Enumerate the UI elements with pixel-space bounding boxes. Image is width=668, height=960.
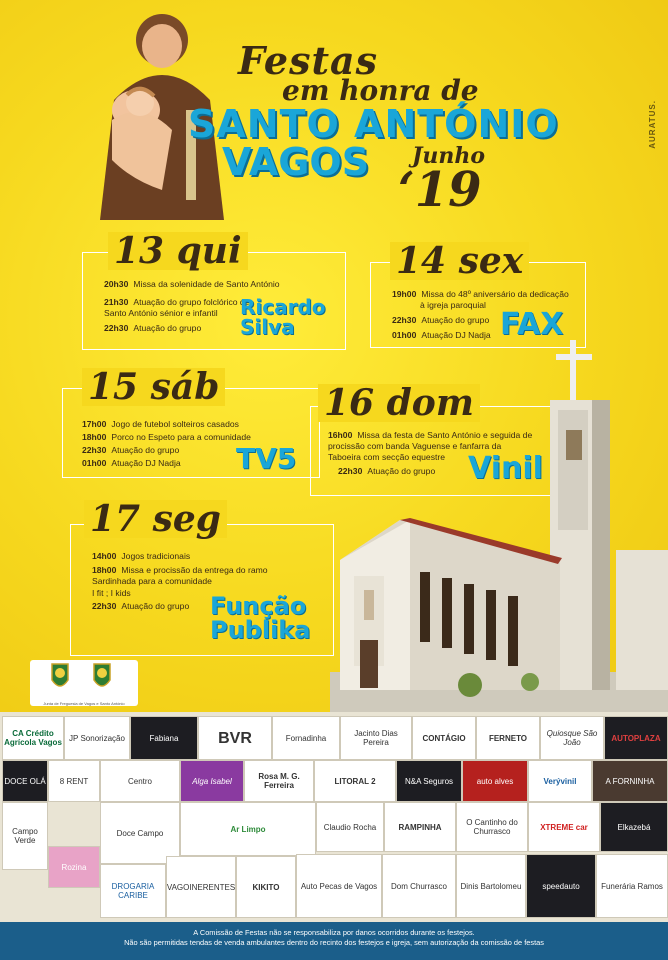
footer-line-1: A Comissão de Festas não se responsabiliza por danos ocorridos durante os festejos. <box>193 928 475 937</box>
title-year: ‘19 <box>398 162 482 218</box>
sponsor-logo: CA Crédito Agrícola Vagos <box>2 716 64 760</box>
event-line <box>92 576 212 587</box>
event-text: Atuação DJ Nadja <box>421 330 491 340</box>
sponsor-logo: DROGARIA CARIBE <box>100 864 166 918</box>
title-festas: Festas <box>238 38 379 83</box>
sponsor-logo: A FORNINHA <box>592 760 668 802</box>
event-time: 20h30 <box>104 279 129 289</box>
sponsor-logo: speedauto <box>526 854 596 918</box>
sponsor-logo: Fornadinha <box>272 716 340 760</box>
day-heading-13: 13 qui <box>108 232 248 270</box>
event-line <box>82 458 181 469</box>
sponsor-logo: Ar Limpo <box>180 802 316 856</box>
sponsor-logo: N&A Seguros <box>396 760 462 802</box>
artist-funcao-publika: Função Publika <box>210 592 311 644</box>
event-text: Missa da festa de Santo António e seguida de <box>357 430 533 440</box>
day-heading-16: 16 dom <box>318 384 480 422</box>
event-time: 21h30 <box>104 297 129 307</box>
event-text: Atuação do grupo <box>421 315 490 325</box>
sponsor-logo: RAMPINHA <box>384 802 456 852</box>
event-line <box>392 315 489 326</box>
sponsor-logo: Doce Campo <box>100 802 180 864</box>
event-line <box>92 565 268 576</box>
church-illustration <box>330 340 668 712</box>
sponsor-logo: Verývinil <box>528 760 592 802</box>
day-heading-15: 15 sáb <box>82 368 225 406</box>
event-time: 22h30 <box>92 601 117 611</box>
footer-line-2: Não são permitidas tendas de venda ambulantes dentro do recinto dos festejos e igreja, sem autorização da comissão de festas <box>124 938 544 947</box>
event-text: à igreja paroquial <box>420 300 486 310</box>
footer-disclaimer <box>0 922 668 960</box>
event-text: Atuação do grupo folclórico de <box>133 297 250 307</box>
event-time: 17h00 <box>82 419 107 429</box>
sponsor-logo: VAGOINERENTES <box>166 856 236 918</box>
event-text: Atuação do grupo <box>133 323 202 333</box>
artist-vinil: Vinil <box>468 451 543 486</box>
event-line <box>392 289 569 300</box>
event-line <box>104 323 201 334</box>
artist-fax: FAX <box>500 307 564 342</box>
sponsor-logo: CONTÁGIO <box>412 716 476 760</box>
sponsor-logo: FERNETO <box>476 716 540 760</box>
event-time: 01h00 <box>82 458 107 468</box>
event-line <box>104 308 218 319</box>
event-time: 22h30 <box>104 323 129 333</box>
organizer-logos <box>30 660 138 706</box>
event-line <box>82 419 239 430</box>
sponsor-logo: KIKITO <box>236 856 296 918</box>
sponsor-logo: Fabiana <box>130 716 198 760</box>
sponsor-logo: Rozina <box>48 846 100 888</box>
event-text: Jogos tradicionais <box>121 551 191 561</box>
artist-ricardo-silva: Ricardo Silva <box>240 295 326 339</box>
sponsor-logo: Rosa M. G. Ferreira <box>244 760 314 802</box>
sponsor-logo: Dinis Bartolomeu <box>456 854 526 918</box>
event-time: 22h30 <box>338 466 363 476</box>
event-text: Atuação do grupo <box>367 466 436 476</box>
sponsor-logo: XTREME car <box>528 802 600 852</box>
event-text: Jogo de futebol solteiros casados <box>111 419 239 429</box>
day-heading-14: 14 sex <box>390 242 529 280</box>
event-line <box>82 445 179 456</box>
sponsor-logo: Auto Pecas de Vagos <box>296 854 382 918</box>
event-text: Missa da solenidade de Santo António <box>133 279 280 289</box>
designer-credit: AURATUS. <box>648 100 657 149</box>
event-text: procissão com banda Vaguense e fanfarra da <box>328 441 502 451</box>
sponsor-logo: Dom Churrasco <box>382 854 456 918</box>
sponsor-logo: Campo Verde <box>2 802 48 870</box>
sponsor-logo: auto alves <box>462 760 528 802</box>
event-line <box>92 551 190 562</box>
title-santo-antonio: SANTO ANTÓNIO <box>188 102 559 146</box>
event-text: Atuação do grupo <box>111 445 180 455</box>
event-time: 18h00 <box>92 565 117 575</box>
title-vagos: VAGOS <box>222 140 370 184</box>
sponsor-logo: Alga Isabel <box>180 760 244 802</box>
event-line <box>104 279 280 290</box>
event-text: Taboeira com secção equestre <box>328 452 446 462</box>
sponsor-logo: LITORAL 2 <box>314 760 396 802</box>
event-text: Missa e procissão da entrega do ramo <box>121 565 268 575</box>
event-time: 22h30 <box>82 445 107 455</box>
event-time: 01h00 <box>392 330 417 340</box>
artist-tv5: TV5 <box>236 442 297 475</box>
event-text: Sardinhada para a comunidade <box>92 576 212 586</box>
sponsor-logo: BVR <box>198 716 272 760</box>
sponsor-logo: Claudio Rocha <box>316 802 384 852</box>
sponsor-logo: AUTOPLAZA <box>604 716 668 760</box>
title-month: Junho <box>412 143 486 169</box>
day-heading-17: 17 seg <box>84 500 227 538</box>
event-text: Santo António sénior e infantil <box>104 308 218 318</box>
sponsor-logo: O Cantinho do Churrasco <box>456 802 528 852</box>
sponsor-logo: Jacinto Dias Pereira <box>340 716 412 760</box>
coat-of-arms-icon <box>30 660 138 696</box>
event-time: 18h00 <box>82 432 107 442</box>
event-text: Missa do 48º aniversário da dedicação <box>421 289 569 299</box>
organizer-caption: Junta de Freguesia de Vagos e Santo António <box>43 701 125 706</box>
event-line <box>104 297 249 308</box>
sponsor-logo: Funerária Ramos <box>596 854 668 918</box>
sponsor-logo: Quiosque São João <box>540 716 604 760</box>
event-text: Atuação do grupo <box>121 601 190 611</box>
sponsor-logo: Elkazebá <box>600 802 668 852</box>
sponsor-logo: Centro <box>100 760 180 802</box>
event-line <box>420 300 486 311</box>
event-text: Porco no Espeto para a comunidade <box>111 432 251 442</box>
event-text: I fit ; I kids <box>92 588 131 598</box>
title-em-honra-de: em honra de <box>282 74 479 107</box>
event-time: 22h30 <box>392 315 417 325</box>
sponsors-grid <box>0 712 668 922</box>
event-time: 16h00 <box>328 430 353 440</box>
event-time: 14h00 <box>92 551 117 561</box>
sponsor-logo: DOCE OLÁ <box>2 760 48 802</box>
event-text: Atuação DJ Nadja <box>111 458 181 468</box>
event-line <box>92 588 131 599</box>
sponsor-logo: JP Sonorização <box>64 716 130 760</box>
sponsor-logo: 8 RENT <box>48 760 100 802</box>
event-line <box>82 432 251 443</box>
event-time: 19h00 <box>392 289 417 299</box>
event-line <box>92 601 189 612</box>
